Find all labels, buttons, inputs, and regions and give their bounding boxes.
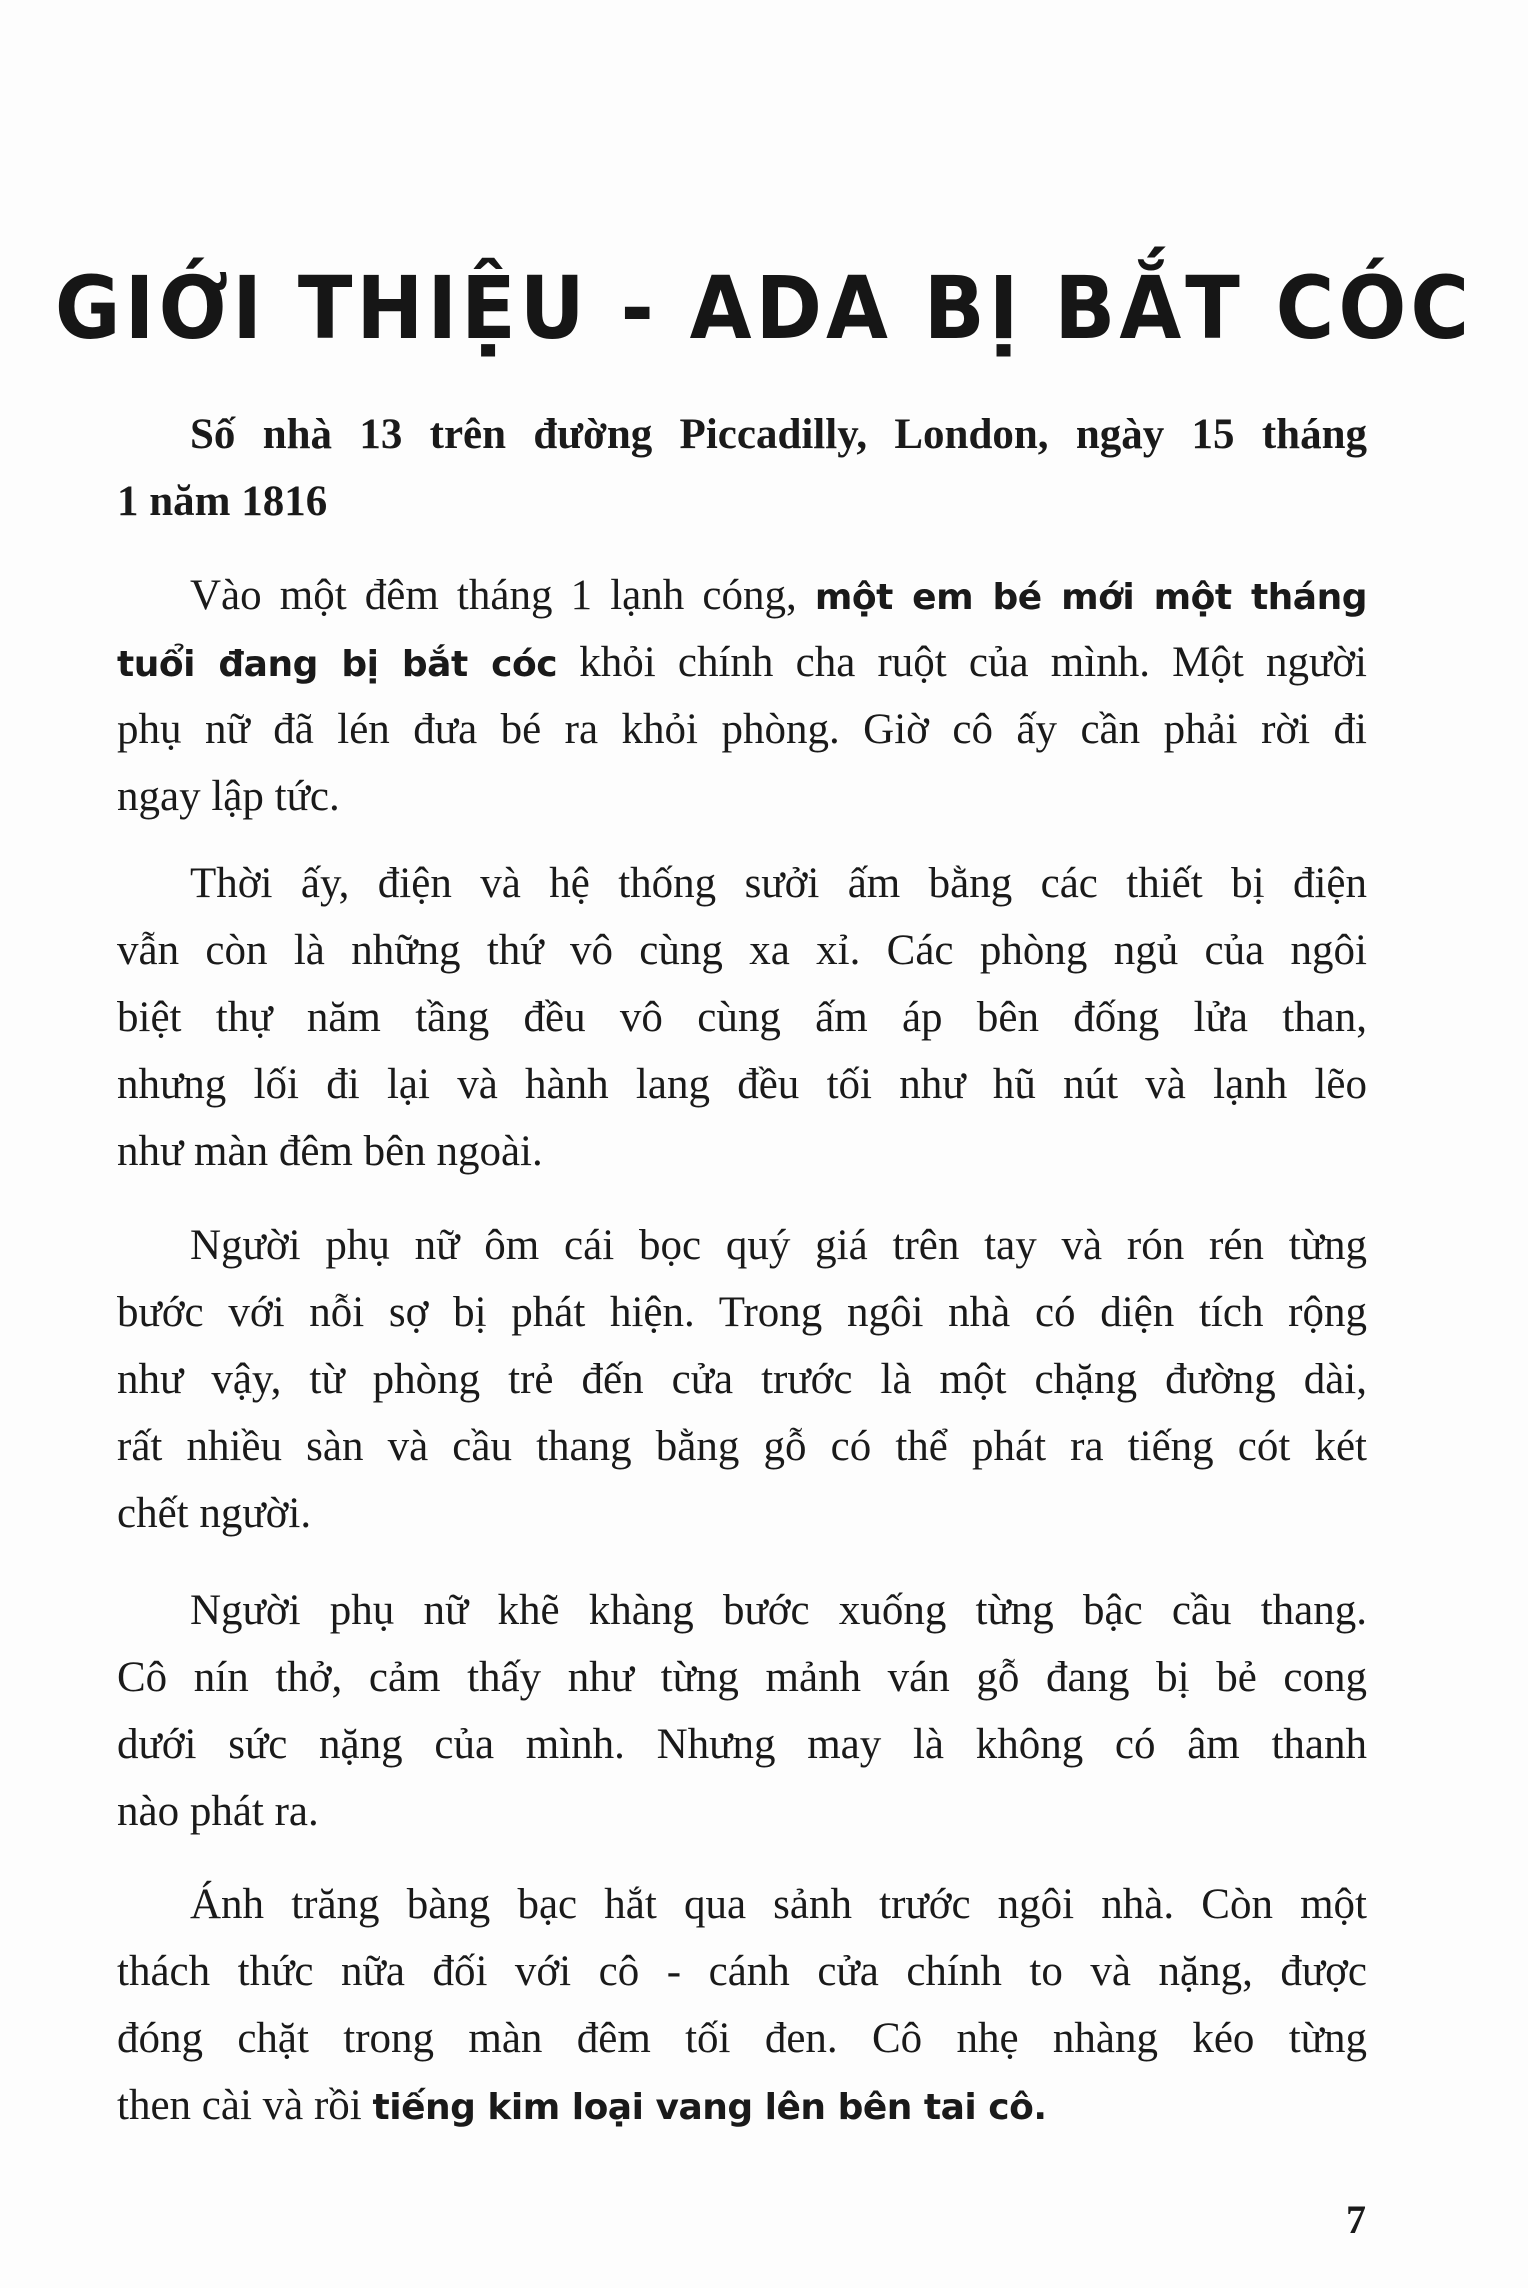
- text-segment: bước với nỗi sợ bị phát hiện. Trong ngôi nhà có diện tích rộng: [117, 1289, 1367, 1336]
- text-segment: Vào một đêm tháng 1 lạnh cóng,: [190, 572, 815, 619]
- emphasized-text: tiếng kim loại vang lên bên tai cô.: [372, 2087, 1047, 2128]
- page-number: 7: [1346, 2197, 1366, 2242]
- paragraph: [117, 850, 1367, 1185]
- paragraph: [117, 1871, 1367, 2139]
- text-line: [117, 401, 1367, 468]
- text-segment: vẫn còn là những thứ vô cùng xa xỉ. Các phòng ngủ của ngôi: [117, 927, 1367, 974]
- text-line: [117, 1938, 1367, 2005]
- text-segment: biệt thự năm tầng đều vô cùng ấm áp bên đống lửa than,: [117, 994, 1367, 1041]
- text-segment: Thời ấy, điện và hệ thống sưởi ấm bằng các thiết bị điện: [190, 860, 1367, 907]
- text-segment: ngay lập tức.: [117, 773, 340, 820]
- text-line: [117, 2072, 1367, 2139]
- text-segment: Cô nín thở, cảm thấy như từng mảnh ván gỗ đang bị bẻ cong: [117, 1654, 1367, 1701]
- text-segment: Người phụ nữ khẽ khàng bước xuống từng bậc cầu thang.: [190, 1587, 1367, 1634]
- text-line: [117, 984, 1367, 1051]
- text-line: [117, 1118, 1367, 1185]
- text-segment: khỏi chính cha ruột của mình. Một người: [557, 639, 1367, 686]
- text-line: [117, 1778, 1367, 1845]
- text-line: [117, 1644, 1367, 1711]
- text-segment: 1 năm 1816: [117, 478, 328, 525]
- text-line: [117, 468, 1367, 535]
- text-segment: rất nhiều sàn và cầu thang bằng gỗ có thể phát ra tiếng cót két: [117, 1423, 1367, 1470]
- text-line: [117, 763, 1367, 830]
- text-line: [117, 696, 1367, 763]
- text-line: [117, 1871, 1367, 1938]
- emphasized-text: một em bé mới một tháng: [814, 577, 1367, 618]
- text-line: [117, 850, 1367, 917]
- paragraph: [117, 562, 1367, 830]
- location-date-heading: [117, 401, 1367, 535]
- text-line: [117, 2005, 1367, 2072]
- text-line: [117, 917, 1367, 984]
- text-segment: chết người.: [117, 1490, 312, 1537]
- text-segment: Ánh trăng bàng bạc hắt qua sảnh trước ngôi nhà. Còn một: [190, 1881, 1367, 1928]
- paragraph: [117, 1577, 1367, 1845]
- text-line: [117, 1711, 1367, 1778]
- text-line: [117, 1480, 1367, 1547]
- text-line: [117, 1413, 1367, 1480]
- text-segment: dưới sức nặng của mình. Nhưng may là không có âm thanh: [117, 1721, 1367, 1768]
- text-segment: đóng chặt trong màn đêm tối đen. Cô nhẹ nhàng kéo từng: [117, 2015, 1367, 2062]
- paragraph: [117, 1212, 1367, 1547]
- text-segment: nào phát ra.: [117, 1788, 319, 1835]
- text-line: [117, 1051, 1367, 1118]
- text-line: [117, 1279, 1367, 1346]
- text-segment: như màn đêm bên ngoài.: [117, 1128, 543, 1175]
- text-segment: nhưng lối đi lại và hành lang đều tối như hũ nút và lạnh lẽo: [117, 1061, 1367, 1108]
- text-segment: Số nhà 13 trên đường Piccadilly, London, ngày 15 tháng: [190, 411, 1367, 458]
- text-line: [117, 629, 1367, 696]
- text-line: [117, 1346, 1367, 1413]
- text-segment: phụ nữ đã lén đưa bé ra khỏi phòng. Giờ cô ấy cần phải rời đi: [117, 706, 1367, 753]
- text-line: [117, 1577, 1367, 1644]
- text-line: [117, 1212, 1367, 1279]
- text-segment: thách thức nữa đối với cô - cánh cửa chính to và nặng, được: [117, 1948, 1367, 1995]
- text-line: [117, 562, 1367, 629]
- chapter-title: GIỚI THIỆU - ADA BỊ BẮT CÓC: [54, 258, 1474, 359]
- text-segment: như vậy, từ phòng trẻ đến cửa trước là một chặng đường dài,: [117, 1356, 1367, 1403]
- emphasized-text: tuổi đang bị bắt cóc: [117, 644, 558, 685]
- text-segment: Người phụ nữ ôm cái bọc quý giá trên tay và rón rén từng: [190, 1222, 1367, 1269]
- text-segment: then cài và rồi: [117, 2082, 373, 2129]
